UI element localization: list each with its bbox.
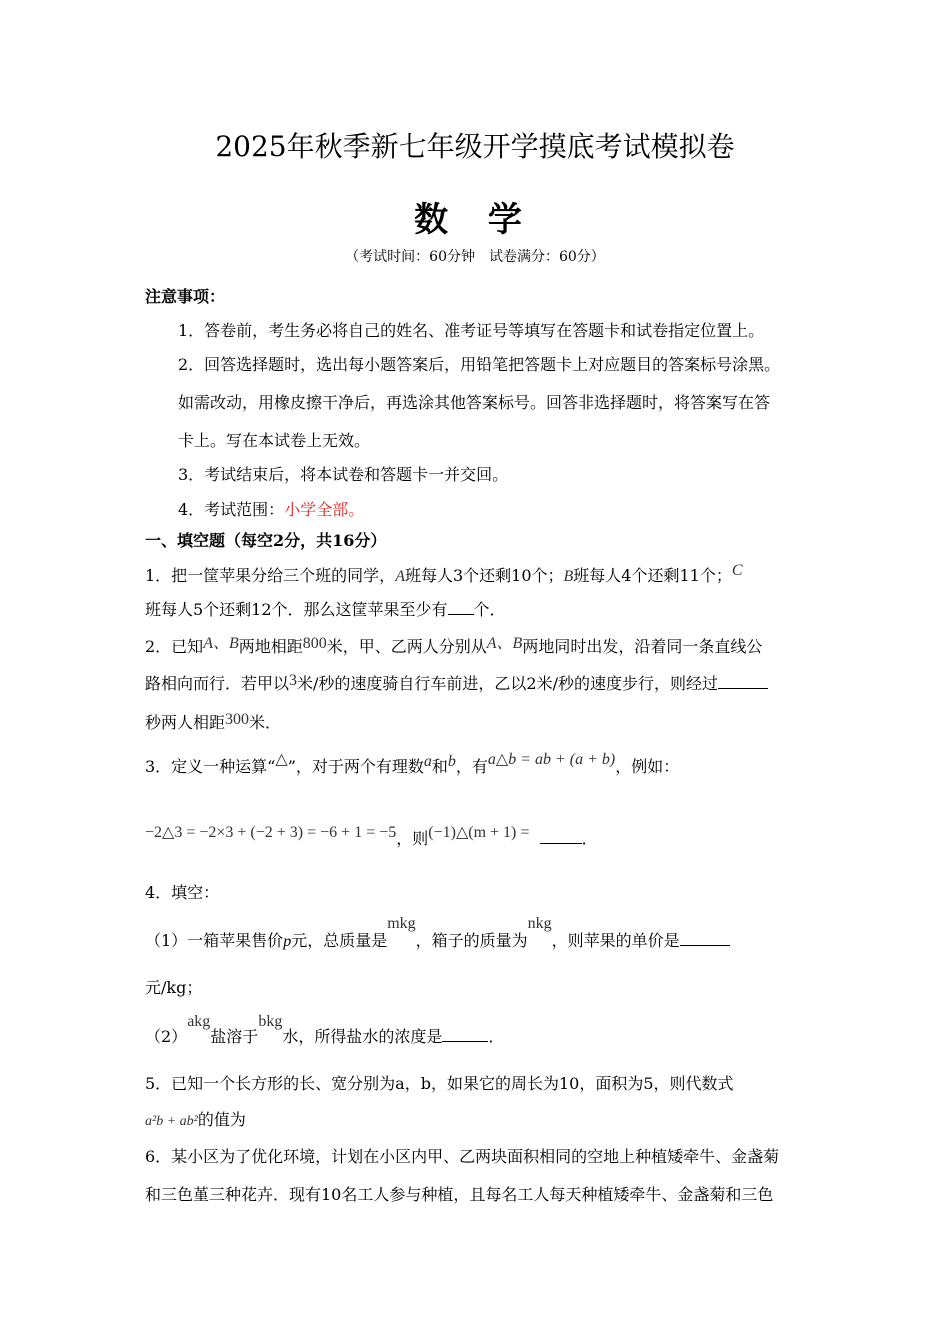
question-1-line-2 [145, 597, 506, 620]
q4-var-p: p [283, 933, 292, 950]
question-4-part-1-unit: 元/kg； [145, 978, 203, 997]
q4-1-text-2: 元，总质量是 [291, 931, 388, 950]
question-3 [145, 751, 680, 777]
note-item-1: 1．答卷前，考生务必将自己的姓名、准考证号等填写在答题卡和试卷指定位置上。 [178, 321, 765, 340]
question-6-line-2: 和三色堇三种花卉．现有10名工人参与种植，且每名工人每天种植矮牵牛、金盏菊和三色 [145, 1185, 774, 1204]
q1-text-4: 班每人5个还剩12个．那么这筐苹果至少有 [145, 600, 448, 619]
q4-mass-m: mkg [387, 915, 416, 932]
q1-class-c: C [731, 562, 743, 579]
q4-2-text-3: 水，所得盐水的浓度是 [282, 1027, 443, 1046]
q2-text-8: 米． [249, 713, 282, 732]
exam-title: 2025年秋季新七年级开学摸底考试模拟卷 [215, 130, 735, 163]
question-4-part-1 [145, 915, 730, 951]
q3-example: −2△3 = −2×3 + (−2 + 3) = −6 + 1 = −5 [145, 824, 397, 841]
q1-class-b: B [563, 568, 574, 585]
question-4-part-2 [145, 1013, 505, 1047]
q1-text-5: 个． [473, 600, 506, 619]
q3-answer-blank[interactable] [540, 829, 582, 844]
note-item-4 [178, 497, 364, 520]
q2-places-2: A、B [486, 635, 523, 652]
note-item-2-end: 卡上。写在本试卷上无效。 [178, 431, 371, 450]
q2-places: A、B [203, 635, 239, 652]
q1-class-a: A [395, 568, 405, 585]
q3-text-3: 和 [431, 757, 448, 776]
question-5: 5．已知一个长方形的长、宽分别为a，b，如果它的周长为10，面积为5，则代数式 [145, 1074, 734, 1093]
q1-text-2: 班每人3个还剩10个； [404, 566, 564, 585]
q3-text-2: ”，对于两个有理数 [287, 757, 424, 776]
q3-var-a: a [423, 753, 432, 770]
q1-answer-blank[interactable] [448, 600, 474, 615]
q2-distance-800: 800 [302, 635, 327, 652]
q2-text-1: 2．已知 [145, 637, 204, 656]
q2-distance-300: 300 [225, 711, 250, 728]
q4-2-text-1: （2） [145, 1027, 188, 1046]
q4-1-text-3: ，箱子的质量为 [415, 931, 528, 950]
q2-text-6: 米/秒的速度骑自行车前进，乙以2米/秒的速度步行，则经过 [297, 674, 718, 693]
note-item-2-cont: 如需改动，用橡皮擦干净后，再选涂其他答案标号。回答非选择题时，将答案写在答 [178, 393, 771, 412]
note-item-2: 2．回答选择题时，选出每小题答案后，用铅笔把答题卡上对应题目的答案标号涂黑。 [178, 355, 781, 374]
q4-mass-n: nkg [527, 915, 552, 932]
q3-definition: a△b = ab + (a + b) [487, 751, 616, 768]
q3-text-1: 3．定义一种运算“ [145, 757, 276, 776]
note-item-4-prefix: 4．考试范围： [178, 500, 285, 519]
question-2 [145, 634, 762, 657]
section-1-heading: 一、填空题（每空2分，共16分） [145, 531, 387, 550]
q3-var-b: b [447, 753, 456, 770]
q5-expression: a²b + ab² [145, 1114, 198, 1129]
note-item-3: 3．考试结束后，将本试卷和答题卡一并交回。 [178, 465, 509, 484]
question-3-line-2 [145, 826, 598, 849]
q4-1-answer-blank[interactable] [680, 931, 730, 946]
q3-operator: △ [275, 751, 288, 768]
q2-text-4: 两地同时出发，沿着同一条直线公 [522, 637, 763, 656]
subject-title: 数 学 [414, 200, 536, 240]
question-4: 4．填空： [145, 883, 220, 902]
q4-mass-a: akg [187, 1013, 211, 1030]
question-2-line-2 [145, 671, 768, 694]
question-6: 6．某小区为了优化环境，计划在小区内甲、乙两块面积相同的空地上种植矮牵牛、金盏菊 [145, 1147, 780, 1166]
q3-text-7: ． [581, 829, 598, 848]
q4-1-text-4: ，则苹果的单价是 [551, 931, 680, 950]
q2-text-5: 路相向而行．若甲以 [145, 674, 290, 693]
exam-scope: 小学全部。 [284, 500, 365, 519]
q4-2-text-2: 盐溶于 [210, 1027, 259, 1046]
q3-text-6: ，则 [396, 829, 429, 848]
q3-expression: (−1)△(m + 1) = [428, 824, 530, 841]
notes-heading: 注意事项： [145, 287, 226, 306]
question-1 [145, 563, 743, 586]
q2-text-3: 米，甲、乙两人分别从 [326, 637, 487, 656]
q3-text-5: ，例如： [615, 757, 680, 776]
question-2-line-3 [145, 710, 281, 733]
q1-text-1: 1．把一筐苹果分给三个班的同学， [145, 566, 396, 585]
q4-2-text-4: ． [488, 1027, 505, 1046]
q2-speed-3: 3 [289, 672, 298, 689]
q4-mass-b: bkg [258, 1013, 283, 1030]
exam-time-info: （考试时间：60分钟 试卷满分：60分） [345, 249, 605, 265]
q2-text-7: 秒两人相距 [145, 713, 226, 732]
q4-2-answer-blank[interactable] [442, 1027, 488, 1042]
q5-text-2: 的值为 [197, 1110, 246, 1129]
q1-text-3: 班每人4个还剩11个； [573, 566, 732, 585]
question-5-line-2 [145, 1107, 246, 1130]
q2-text-2: 两地相距 [238, 637, 303, 656]
q4-1-text-1: （1）一箱苹果售价 [145, 931, 284, 950]
q2-answer-blank[interactable] [718, 674, 768, 689]
q3-text-4: ，有 [455, 757, 488, 776]
